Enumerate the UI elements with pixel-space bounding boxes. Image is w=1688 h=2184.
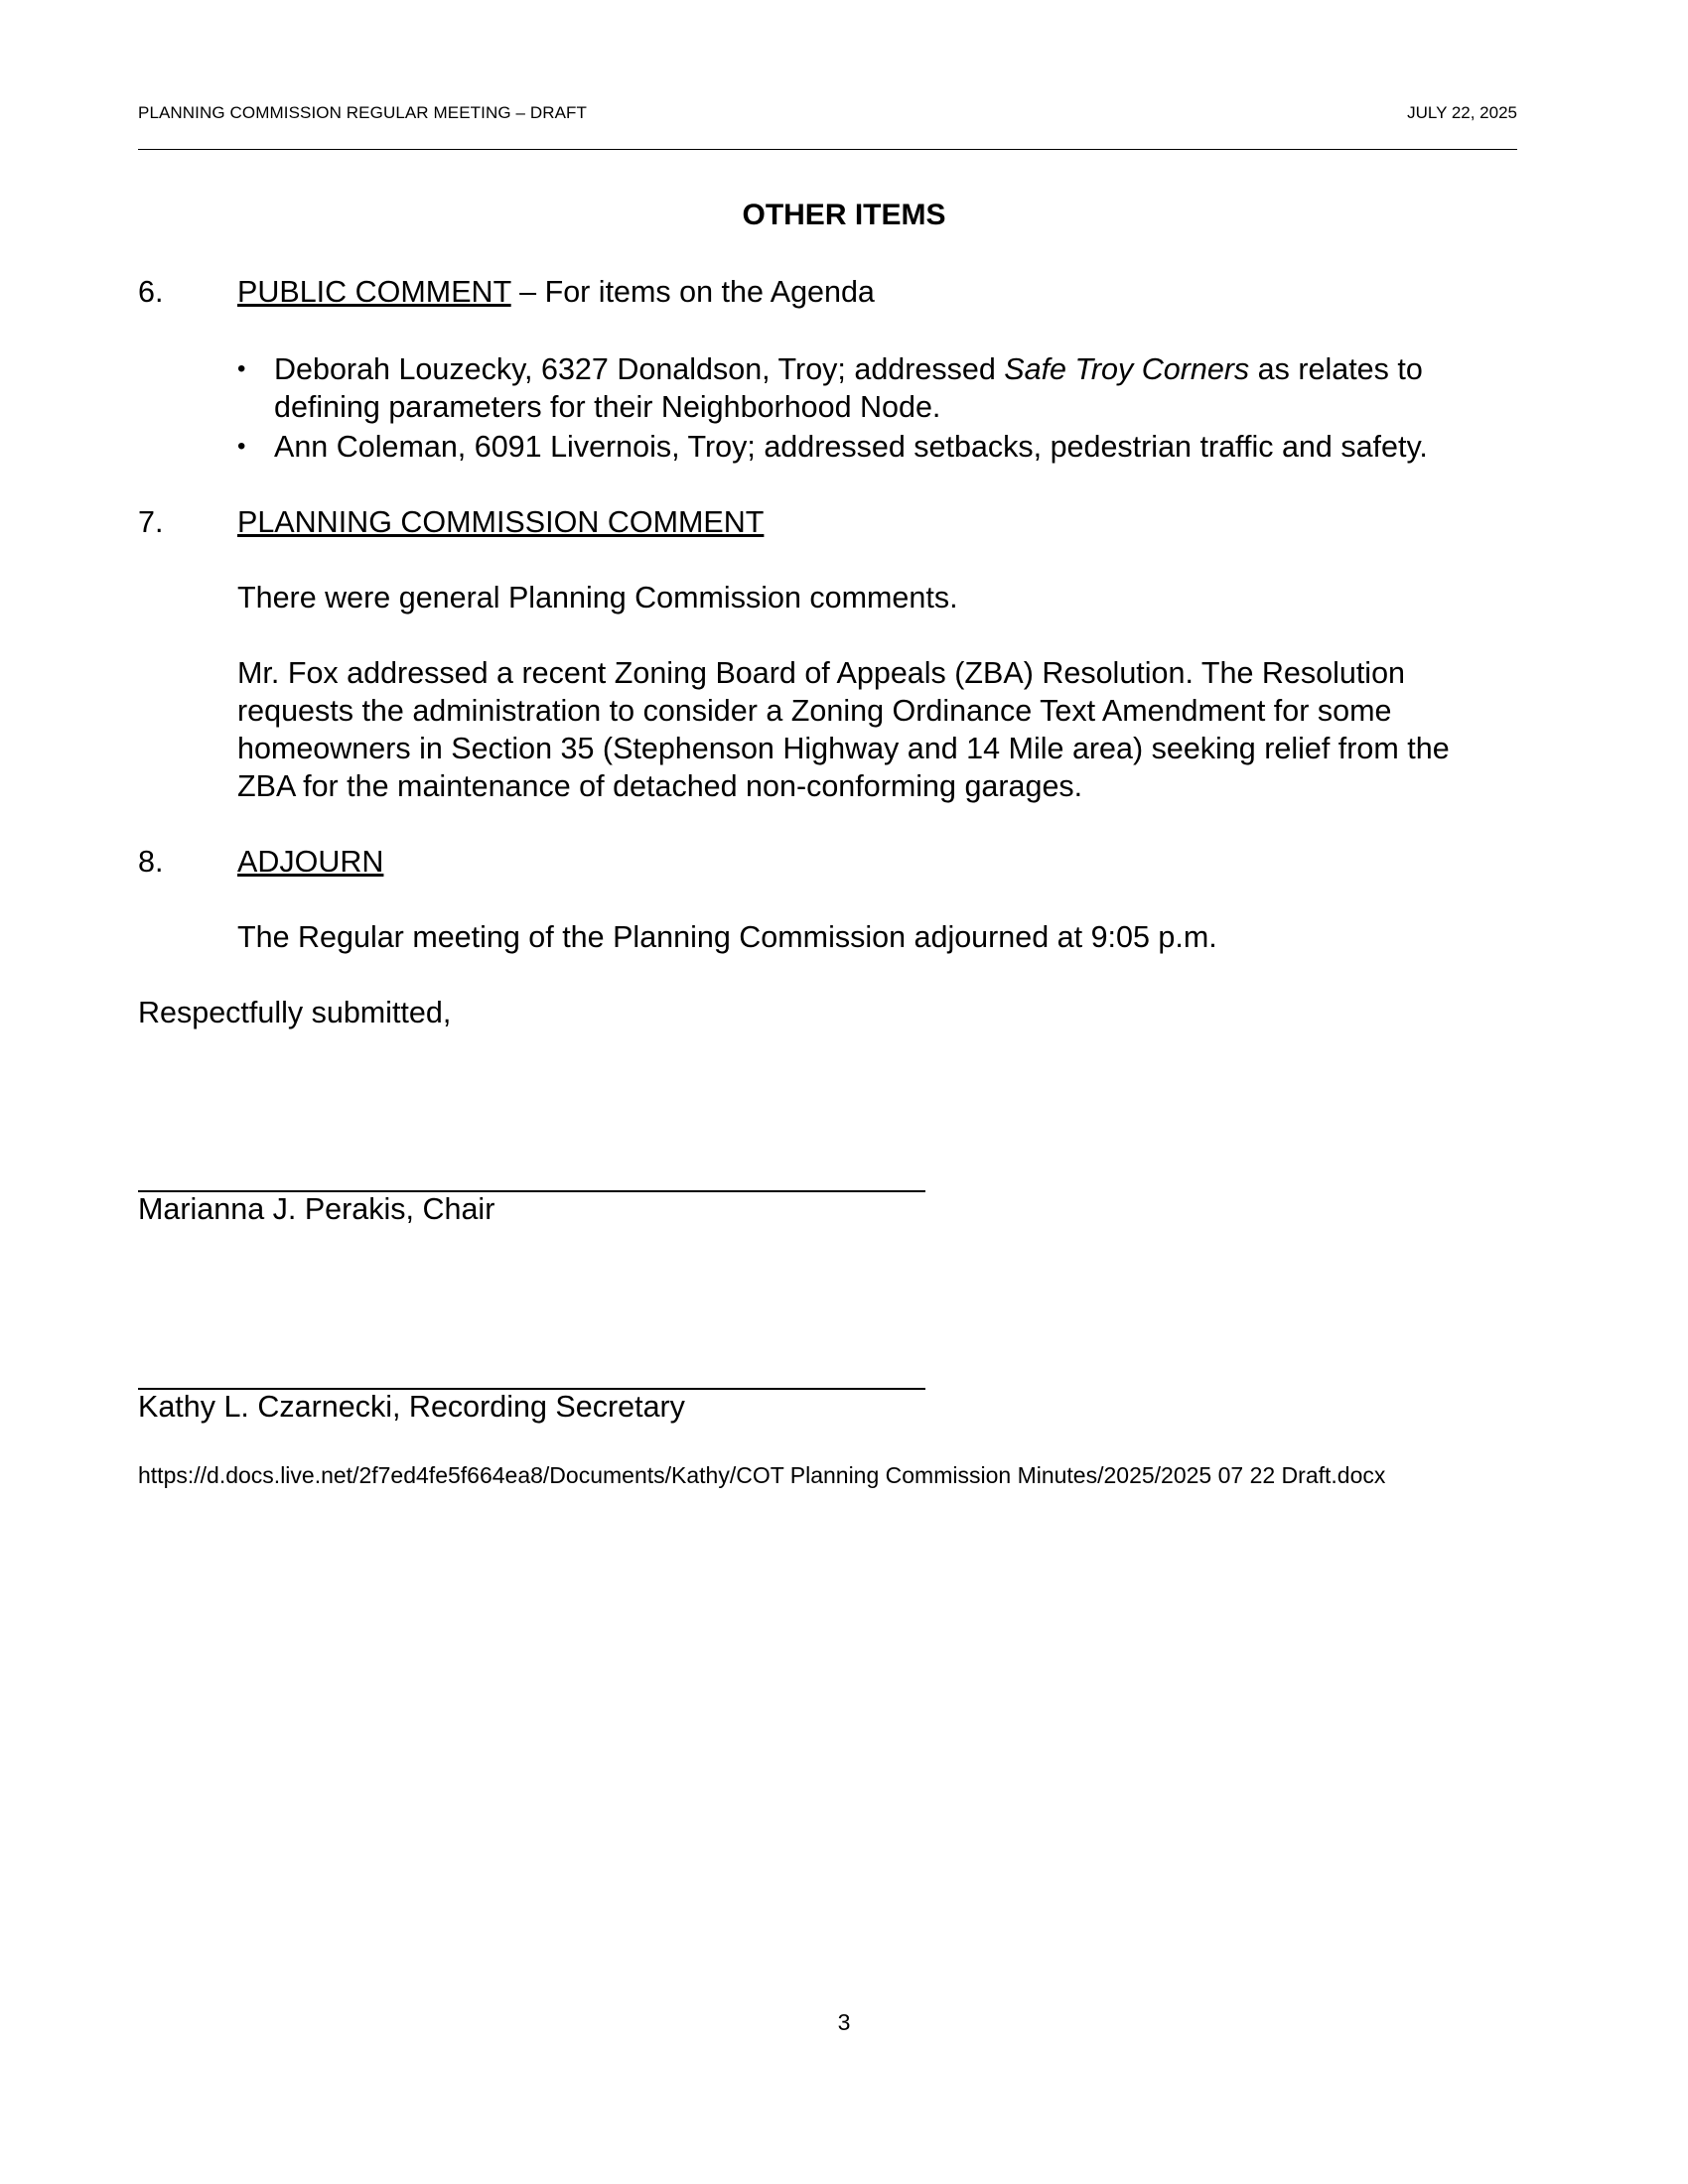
header-date: JULY 22, 2025: [1407, 103, 1517, 122]
item-heading-suffix: – For items on the Agenda: [510, 275, 875, 309]
header-divider: [138, 149, 1517, 150]
bullet-deborah-line2: defining parameters for their Neighborhood Node.: [274, 390, 941, 424]
item-number-6: 6.: [138, 275, 164, 309]
paragraph-fox-line2: requests the administration to consider a Zoning Ordinance Text Amendment for some: [237, 694, 1392, 728]
paragraph-fox-line1: Mr. Fox addressed a recent Zoning Board of Appeals (ZBA) Resolution. The Resolution: [237, 656, 1406, 690]
bullet-icon: •: [237, 355, 246, 382]
bullet-text-end: as relates to: [1249, 352, 1423, 386]
bullet-icon: •: [237, 433, 246, 460]
signature-chair: Marianna J. Perakis, Chair: [138, 1192, 495, 1226]
item-heading-planning-commission-comment: PLANNING COMMISSION COMMENT: [237, 505, 765, 539]
bullet-ann-coleman: Ann Coleman, 6091 Livernois, Troy; addressed setbacks, pedestrian traffic and safety.: [274, 430, 1428, 464]
header-meeting-title: PLANNING COMMISSION REGULAR MEETING – DRAFT: [138, 103, 588, 122]
paragraph-fox-line4: ZBA for the maintenance of detached non-conforming garages.: [237, 769, 1083, 803]
bullet-text-start: Deborah Louzecky, 6327 Donaldson, Troy; addressed: [274, 352, 1005, 386]
page-number: 3: [837, 2009, 851, 2035]
file-path: https://d.docs.live.net/2f7ed4fe5f664ea8/Documents/Kathy/COT Planning Commission Minutes/2025/2025 07 22 Draft.docx: [138, 1462, 1386, 1488]
signature-secretary: Kathy L. Czarnecki, Recording Secretary: [138, 1390, 685, 1424]
paragraph-adjourned: The Regular meeting of the Planning Commission adjourned at 9:05 p.m.: [237, 920, 1217, 954]
closing-text: Respectfully submitted,: [138, 996, 452, 1029]
item-heading-adjourn: ADJOURN: [237, 845, 384, 879]
paragraph-fox-line3: homeowners in Section 35 (Stephenson Highway and 14 Mile area) seeking relief from the: [237, 732, 1450, 765]
bullet-italic-term: Safe Troy Corners: [1004, 352, 1250, 386]
item-number-8: 8.: [138, 845, 164, 879]
section-title-text: OTHER ITEMS: [742, 199, 946, 231]
item-heading-public-comment: [237, 273, 875, 311]
item-number-7: 7.: [138, 505, 164, 539]
paragraph-general-comments: There were general Planning Commission comments.: [237, 581, 958, 614]
item-heading-text: PUBLIC COMMENT: [237, 275, 511, 309]
bullet-deborah-louzecky: [274, 350, 1423, 388]
section-title: [0, 199, 1688, 232]
